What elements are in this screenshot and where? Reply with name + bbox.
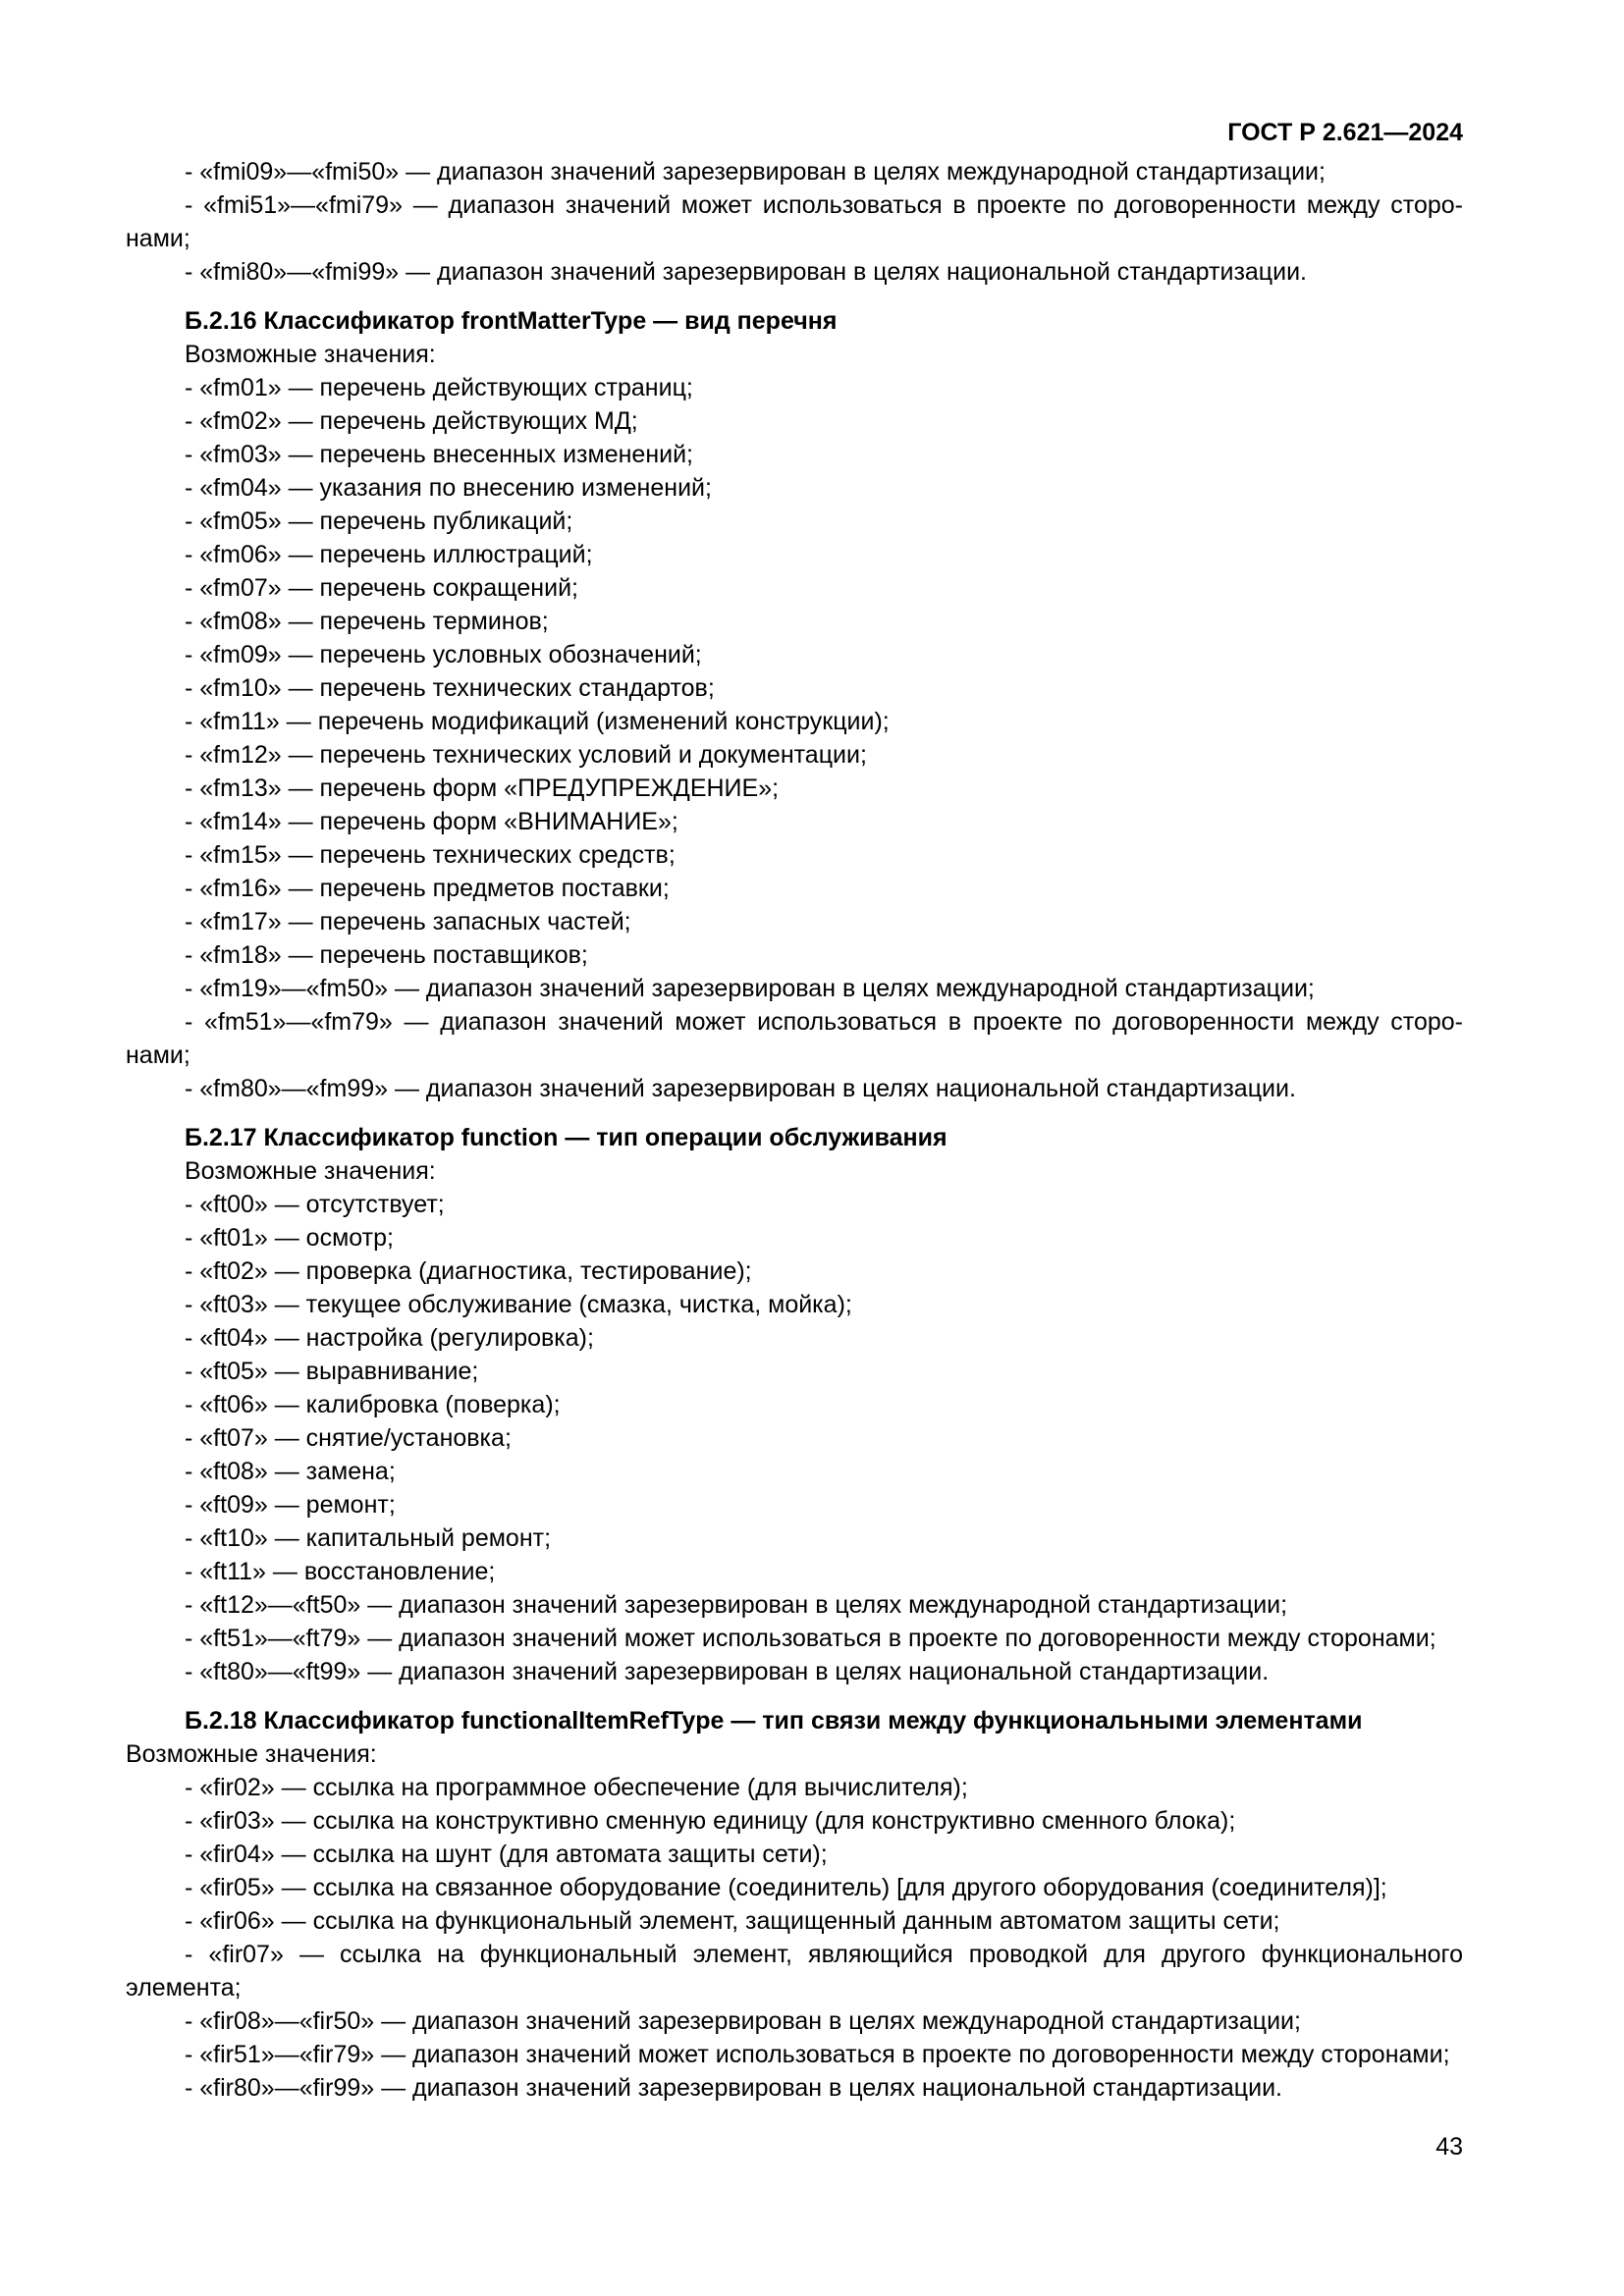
- list-item: - «fmi80»—«fmi99» — диапазон значений зарезервирован в целях национальной стандартизации.: [185, 258, 1308, 286]
- list-item: - «fm14» — перечень форм «ВНИМАНИЕ»;: [185, 808, 678, 835]
- list-item: - «fm04» — указания по внесению изменений;: [185, 474, 712, 502]
- list-item-continuation: нами;: [126, 1041, 190, 1069]
- list-item: - «fm18» — перечень поставщиков;: [185, 941, 588, 969]
- list-item: - «fm11» — перечень модификаций (изменений конструкции);: [185, 708, 890, 735]
- possible-values-label: Возможные значения:: [185, 341, 436, 368]
- list-item: - «ft80»—«ft99» — диапазон значений зарезервирован в целях национальной стандартизации.: [185, 1658, 1270, 1685]
- list-item: - «fm13» — перечень форм «ПРЕДУПРЕЖДЕНИЕ»;: [185, 774, 780, 802]
- list-item: - «fir05» — ссылка на связанное оборудование (соединитель) [для другого оборудования (соединителя)];: [185, 1874, 1387, 1901]
- section-heading: Б.2.17 Классификатор function — тип операции обслуживания: [185, 1124, 947, 1151]
- list-item-line: - «fmi51»—«fmi79» — диапазон значений может использоваться в проекте по договоренности между сторо-: [185, 191, 1463, 219]
- list-item: - «ft01» — осмотр;: [185, 1224, 394, 1252]
- list-item-line: - «fir07» — ссылка на функциональный элемент, являющийся проводкой для другого функционального: [185, 1941, 1463, 1968]
- list-item: - «fm17» — перечень запасных частей;: [185, 908, 631, 935]
- list-item: - «ft51»—«ft79» — диапазон значений может использоваться в проекте по договоренности между сторонами;: [185, 1625, 1436, 1652]
- section-heading: Б.2.18 Классификатор functionalItemRefType — тип связи между функциональными элементами: [185, 1707, 1363, 1735]
- document-code-header: ГОСТ Р 2.621—2024: [1227, 119, 1463, 146]
- list-item: - «ft10» — капитальный ремонт;: [185, 1524, 552, 1552]
- list-item: - «ft04» — настройка (регулировка);: [185, 1324, 594, 1352]
- list-item: - «fir02» — ссылка на программное обеспечение (для вычислителя);: [185, 1774, 968, 1801]
- list-item: - «fir06» — ссылка на функциональный элемент, защищенный данным автоматом защиты сети;: [185, 1907, 1280, 1935]
- list-item: - «ft09» — ремонт;: [185, 1491, 396, 1519]
- list-item-continuation: нами;: [126, 225, 190, 252]
- list-item: - «fm80»—«fm99» — диапазон значений зарезервирован в целях национальной стандартизации.: [185, 1075, 1296, 1102]
- list-item: - «ft03» — текущее обслуживание (смазка, чистка, мойка);: [185, 1291, 852, 1318]
- content: [126, 155, 1463, 2105]
- list-item: - «fm02» — перечень действующих МД;: [185, 407, 638, 435]
- list-item: - «fm08» — перечень терминов;: [185, 608, 549, 635]
- possible-values-label: Возможные значения:: [185, 1157, 436, 1185]
- list-item-line: - «fm51»—«fm79» — диапазон значений может использоваться в проекте по договоренности между сторо-: [185, 1008, 1463, 1036]
- list-item: - «fm05» — перечень публикаций;: [185, 507, 573, 535]
- page-number: 43: [1435, 2133, 1463, 2161]
- list-item: - «ft12»—«ft50» — диапазон значений зарезервирован в целях международной стандартизации;: [185, 1591, 1288, 1619]
- section-heading: Б.2.16 Классификатор frontMatterType — вид перечня: [185, 307, 838, 335]
- list-item-continuation: элемента;: [126, 1974, 242, 2002]
- list-item: - «fm01» — перечень действующих страниц;: [185, 374, 693, 401]
- list-item: - «ft08» — замена;: [185, 1458, 396, 1485]
- list-item: - «fmi09»—«fmi50» — диапазон значений зарезервирован в целях международной стандартизации;: [185, 158, 1326, 186]
- list-item: - «fm12» — перечень технических условий и документации;: [185, 741, 867, 769]
- list-item: - «ft06» — калибровка (поверка);: [185, 1391, 561, 1418]
- list-item: [126, 1938, 1463, 2004]
- list-item: - «fm03» — перечень внесенных изменений;: [185, 441, 694, 468]
- list-item: - «ft00» — отсутствует;: [185, 1191, 445, 1218]
- list-item: - «ft02» — проверка (диагностика, тестирование);: [185, 1257, 752, 1285]
- list-item: [126, 188, 1463, 255]
- list-item: - «ft05» — выравнивание;: [185, 1358, 479, 1385]
- list-item: - «fm07» — перечень сокращений;: [185, 574, 578, 602]
- list-item: - «fm15» — перечень технических средств;: [185, 841, 676, 869]
- list-item: - «fir04» — ссылка на шунт (для автомата защиты сети);: [185, 1841, 828, 1868]
- list-item: - «fir03» — ссылка на конструктивно сменную единицу (для конструктивно сменного блока);: [185, 1807, 1236, 1835]
- list-item: - «fm16» — перечень предметов поставки;: [185, 875, 670, 902]
- list-item: - «fir80»—«fir99» — диапазон значений зарезервирован в целях национальной стандартизации.: [185, 2074, 1283, 2102]
- list-item: - «fir08»—«fir50» — диапазон значений зарезервирован в целях международной стандартизации;: [185, 2007, 1301, 2035]
- list-item: - «ft07» — снятие/установка;: [185, 1424, 512, 1452]
- list-item: - «ft11» — восстановление;: [185, 1558, 496, 1585]
- list-item: - «fir51»—«fir79» — диапазон значений может использоваться в проекте по договоренности между сторонами;: [185, 2041, 1450, 2068]
- list-item: - «fm19»—«fm50» — диапазон значений зарезервирован в целях международной стандартизации;: [185, 975, 1315, 1002]
- list-item: - «fm09» — перечень условных обозначений;: [185, 641, 702, 668]
- list-item: [126, 1005, 1463, 1072]
- list-item: - «fm06» — перечень иллюстраций;: [185, 541, 593, 568]
- list-item: - «fm10» — перечень технических стандартов;: [185, 674, 715, 702]
- possible-values-label: Возможные значения:: [126, 1740, 377, 1768]
